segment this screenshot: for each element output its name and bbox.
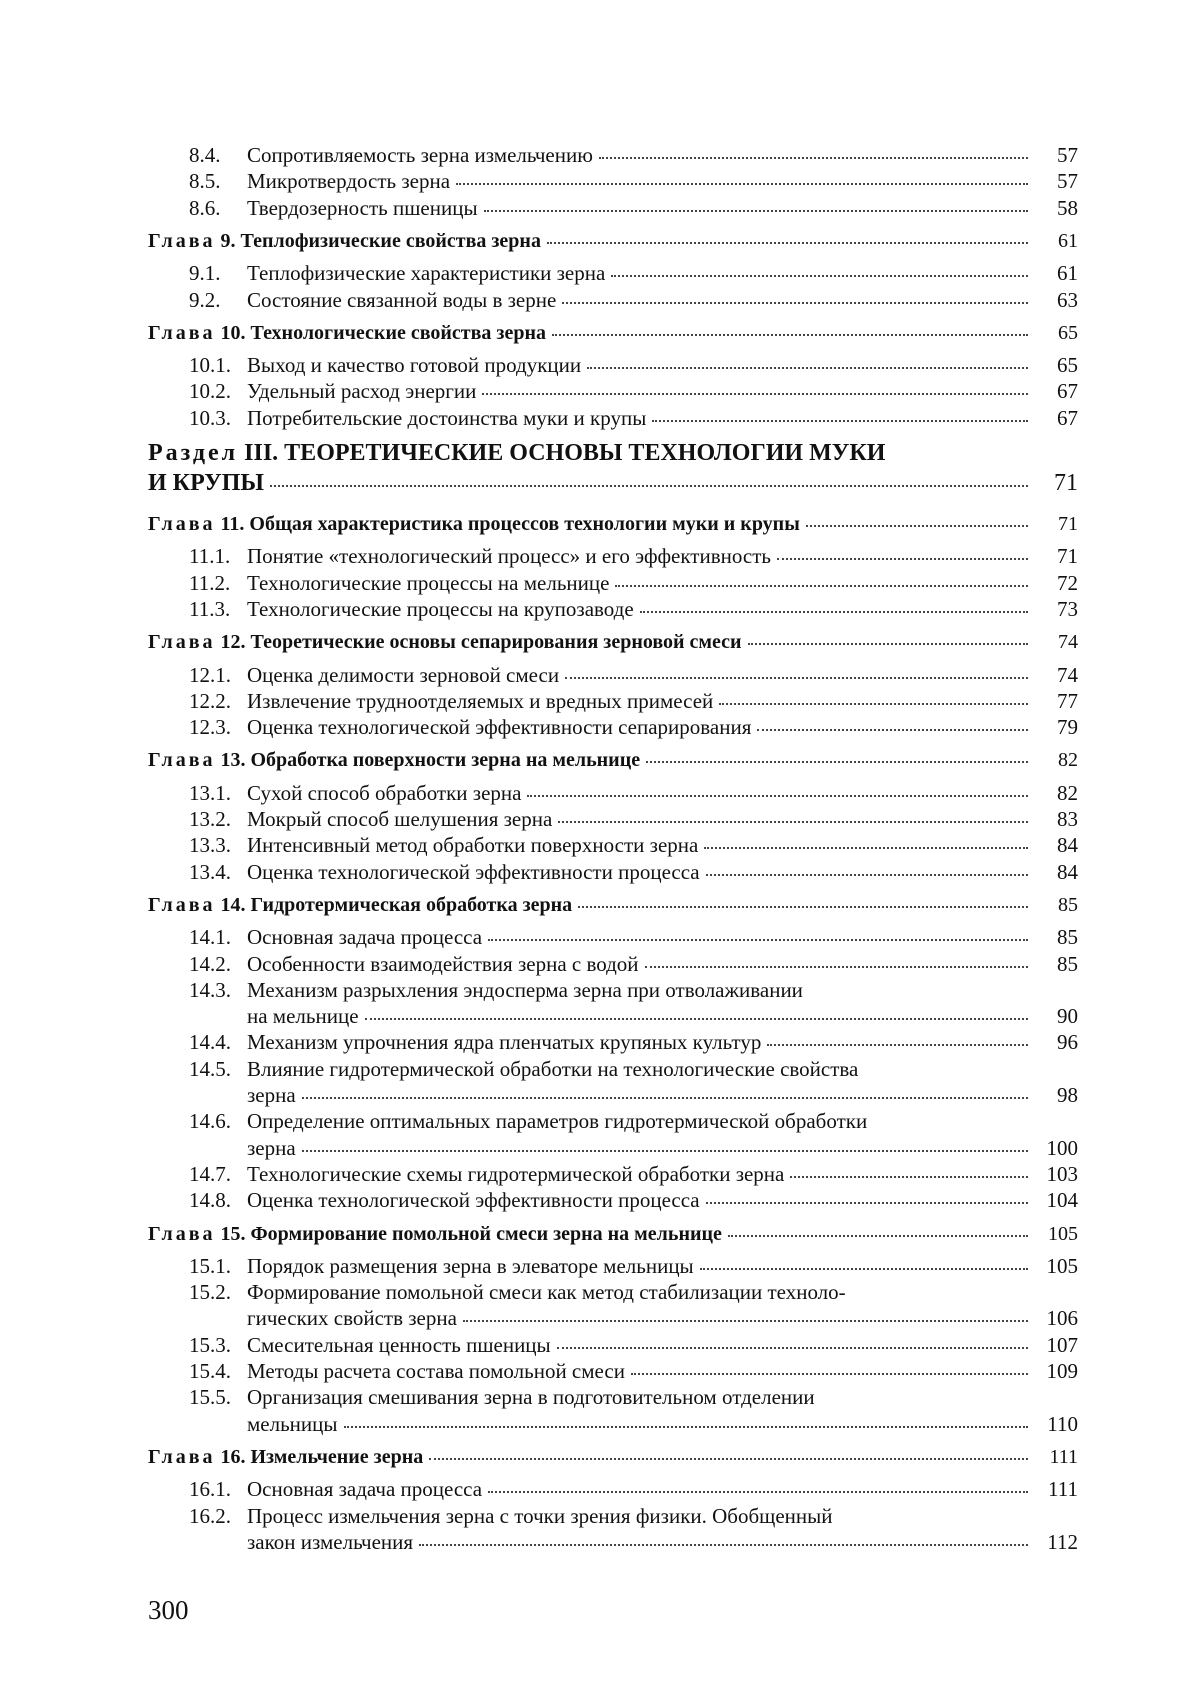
dot-leader: [777, 558, 1028, 560]
dot-leader: [700, 1268, 1028, 1270]
page-ref: 63: [1057, 287, 1078, 312]
entry-number: 9.1.: [189, 261, 221, 286]
entry-title: Теоретические основы сепарирования зерновой смеси: [250, 631, 742, 654]
entry-number: 15.5.: [189, 1385, 231, 1410]
entry-title: Состояние связанной воды в зерне: [247, 287, 557, 312]
toc-entry[interactable]: [0, 169, 1078, 193]
chapter-entry[interactable]: [0, 630, 1078, 654]
page-ref: 58: [1057, 195, 1078, 220]
toc-entry[interactable]: [0, 1477, 1078, 1501]
toc-entry[interactable]: [0, 781, 1078, 805]
entry-number: 9.2.: [189, 287, 221, 312]
dot-leader: [527, 795, 1028, 797]
entry-number: 10.1.: [189, 353, 231, 378]
dot-leader: [302, 1097, 1028, 1099]
dot-leader: [645, 966, 1028, 968]
toc-entry[interactable]: [0, 952, 1078, 976]
entry-title: Механизм упрочнения ядра пленчатых крупяных культур: [247, 1030, 762, 1055]
entry-title: Определение оптимальных параметров гидротермической обработки: [247, 1109, 868, 1134]
toc-entry[interactable]: [0, 196, 1078, 220]
toc-entry-continuation: [0, 469, 1078, 497]
page-ref: 111: [1049, 1445, 1078, 1468]
entry-number: 14.: [220, 893, 246, 916]
dot-leader: [767, 1044, 1028, 1046]
entry-number: 16.2.: [189, 1503, 231, 1528]
entry-title: Выход и качество готовой продукции: [247, 353, 582, 378]
dot-leader: [728, 1235, 1028, 1237]
dot-leader: [558, 821, 1028, 823]
page-ref: 103: [1046, 1161, 1078, 1186]
page-ref: 109: [1046, 1359, 1078, 1383]
entry-title: Потребительские достоинства муки и крупы: [247, 405, 647, 430]
dot-leader: [748, 643, 1028, 645]
entry-title-continuation: закон измельчения: [247, 1529, 414, 1554]
dot-leader: [706, 874, 1028, 876]
dot-leader: [482, 393, 1028, 395]
page-ref: 107: [1046, 1332, 1078, 1357]
dot-leader: [344, 1426, 1029, 1428]
entry-number: 15.4.: [189, 1359, 231, 1383]
chapter-entry[interactable]: [0, 1445, 1078, 1469]
dot-leader: [646, 761, 1028, 763]
entry-title: Оценка технологической эффективности процесса: [247, 859, 700, 884]
toc-entry[interactable]: [0, 1057, 1200, 1081]
toc-entry-continuation: [0, 1530, 1078, 1554]
page-ref: 110: [1047, 1411, 1078, 1436]
entry-title: Гидротермическая обработка зерна: [250, 893, 573, 916]
entry-title: Организация смешивания зерна в подготовительном отделении: [247, 1385, 815, 1410]
entry-title: Оценка технологической эффективности процесса: [247, 1188, 700, 1213]
dot-leader: [365, 1018, 1028, 1020]
chapter-label: Глава: [148, 513, 216, 535]
entry-number: 14.1.: [189, 925, 231, 950]
toc-entry[interactable]: [0, 663, 1078, 687]
page-ref: 111: [1048, 1477, 1078, 1502]
chapter-entry[interactable]: [0, 748, 1078, 772]
entry-title: Технологические свойства зерна: [250, 321, 546, 344]
entry-title: Общая характеристика процессов технологии муки и крупы: [249, 513, 800, 535]
dot-leader: [484, 210, 1028, 212]
dot-leader: [557, 1347, 1028, 1349]
page-ref: 84: [1057, 859, 1078, 884]
dot-leader: [270, 485, 1028, 487]
toc-entry[interactable]: [0, 715, 1078, 739]
dot-leader: [565, 677, 1028, 679]
entry-number: 11.3.: [189, 596, 231, 621]
toc-entry[interactable]: [0, 597, 1078, 621]
page-ref: 85: [1058, 893, 1078, 916]
entry-number: 14.8.: [189, 1188, 231, 1213]
entry-number: 8.5.: [189, 169, 221, 194]
entry-title: Смесительная ценность пшеницы: [247, 1332, 551, 1357]
toc-entry[interactable]: [0, 1333, 1078, 1357]
dot-leader: [419, 1544, 1028, 1546]
dot-leader: [615, 585, 1028, 587]
toc-entry-continuation: [0, 1136, 1078, 1160]
page-ref: 61: [1057, 261, 1078, 286]
dot-leader: [562, 302, 1028, 304]
entry-title: Оценка делимости зерновой смеси: [247, 662, 560, 687]
entry-number: 13.3.: [189, 833, 231, 858]
entry-number: 11.: [220, 513, 245, 535]
page-ref: 105: [1046, 1253, 1078, 1278]
dot-leader: [488, 1491, 1028, 1493]
entry-number: III.: [244, 440, 279, 466]
page-ref: 57: [1057, 143, 1078, 167]
entry-title-continuation: мельницы: [247, 1411, 338, 1436]
chapter-entry[interactable]: [0, 229, 1078, 253]
entry-number: 14.6.: [189, 1109, 231, 1134]
toc-entry[interactable]: [0, 288, 1078, 312]
dot-leader: [706, 1202, 1028, 1204]
page-ref: 79: [1057, 715, 1078, 740]
entry-number: 14.5.: [189, 1056, 231, 1081]
entry-title: Технологические схемы гидротермической обработки зерна: [247, 1161, 785, 1186]
dot-leader: [631, 1373, 1028, 1375]
chapter-label: Глава: [148, 229, 216, 252]
entry-title: Технологические процессы на крупозаводе: [247, 596, 634, 621]
chapter-entry[interactable]: [0, 893, 1078, 917]
entry-title: Микротвердость зерна: [247, 169, 451, 194]
toc-entry[interactable]: [0, 1162, 1078, 1186]
toc-entry[interactable]: [0, 379, 1078, 403]
entry-title-continuation: гических свойств зерна: [247, 1306, 457, 1331]
dot-leader: [757, 729, 1028, 731]
dot-leader: [790, 1176, 1028, 1178]
toc-entry[interactable]: [0, 860, 1078, 884]
entry-number: 10.: [220, 321, 246, 344]
page-ref: 74: [1058, 631, 1078, 654]
entry-title: Формирование помольной смеси зерна на мельнице: [250, 1222, 722, 1245]
entry-title: Оценка технологической эффективности сепарирования: [247, 715, 752, 740]
page-number: 300: [148, 1595, 189, 1625]
chapter-label: Глава: [148, 631, 216, 654]
toc-entry[interactable]: [0, 833, 1078, 857]
entry-number: 12.2.: [189, 688, 231, 713]
entry-title: Технологические процессы на мельнице: [247, 570, 610, 595]
entry-title: Интенсивный метод обработки поверхности зерна: [247, 833, 699, 858]
dot-leader: [652, 420, 1028, 422]
entry-number: 8.6.: [189, 195, 221, 220]
entry-number: 13.1.: [189, 780, 231, 805]
entry-number: 13.: [220, 749, 246, 772]
entry-title: Сухой способ обработки зерна: [247, 780, 522, 805]
page-ref: 84: [1057, 833, 1078, 858]
entry-number: 15.3.: [189, 1332, 231, 1357]
toc-entry[interactable]: [0, 978, 1200, 1002]
section-entry[interactable]: [0, 439, 1200, 467]
page-ref: 98: [1057, 1083, 1078, 1107]
dot-leader: [547, 242, 1028, 244]
entry-number: 13.4.: [189, 859, 231, 884]
entry-number: 16.: [220, 1445, 246, 1468]
entry-number: 12.3.: [189, 715, 231, 740]
chapter-label: Глава: [148, 1445, 216, 1468]
dot-leader: [806, 525, 1028, 527]
chapter-label: Глава: [148, 893, 216, 916]
toc-entry[interactable]: [0, 544, 1078, 568]
page-ref: 71: [1054, 470, 1078, 496]
page-ref: 67: [1057, 379, 1078, 404]
entry-title-continuation: зерна: [247, 1083, 296, 1107]
page-ref: 106: [1046, 1306, 1078, 1331]
dot-leader: [640, 611, 1028, 613]
page-ref: 71: [1058, 513, 1078, 535]
dot-leader: [488, 939, 1028, 941]
entry-number: 14.7.: [189, 1161, 231, 1186]
page-ref: 74: [1057, 662, 1078, 687]
entry-number: 10.3.: [189, 405, 231, 430]
toc-entry-continuation: [0, 1412, 1078, 1436]
entry-number: 8.4.: [189, 143, 221, 167]
dot-leader: [719, 703, 1028, 705]
toc-entry[interactable]: [0, 1188, 1078, 1212]
page-ref: 73: [1057, 596, 1078, 621]
toc-entry[interactable]: [0, 1504, 1200, 1528]
page-ref: 65: [1057, 353, 1078, 378]
entry-title: Понятие «технологический процесс» и его эффективность: [247, 544, 771, 569]
dot-leader: [704, 847, 1028, 849]
entry-number: 14.2.: [189, 951, 231, 976]
entry-title: Сопротивляемость зерна измельчению: [247, 143, 593, 167]
toc-entry[interactable]: [0, 1030, 1078, 1054]
page-ref: 105: [1048, 1222, 1078, 1245]
entry-number: 16.1.: [189, 1477, 231, 1502]
toc-entry[interactable]: [0, 807, 1078, 831]
chapter-label: Глава: [148, 749, 216, 772]
entry-number: 12.1.: [189, 662, 231, 687]
entry-number: 15.1.: [189, 1253, 231, 1278]
entry-number: 13.2.: [189, 807, 231, 831]
page-ref: 82: [1057, 780, 1078, 805]
chapter-label: Глава: [148, 1222, 216, 1245]
entry-title: Механизм разрыхления эндосперма зерна при отволаживании: [247, 977, 803, 1002]
toc-entry[interactable]: [0, 1385, 1200, 1409]
page-ref: 65: [1058, 321, 1078, 344]
entry-title-continuation: зерна: [247, 1135, 296, 1160]
entry-title: Измельчение зерна: [250, 1445, 424, 1468]
entry-number: 9.: [220, 229, 236, 252]
entry-title-continuation: на мельнице: [247, 1004, 359, 1029]
page-ref: 104: [1046, 1188, 1078, 1213]
dot-leader: [611, 275, 1028, 277]
entry-title: Основная задача процесса: [247, 925, 483, 950]
dot-leader: [456, 183, 1028, 185]
dot-leader: [552, 334, 1028, 336]
page-ref: 67: [1057, 405, 1078, 430]
entry-title: ТЕОРЕТИЧЕСКИЕ ОСНОВЫ ТЕХНОЛОГИИ МУКИ: [284, 440, 886, 466]
toc-entry-continuation: [0, 1306, 1078, 1330]
toc-entry[interactable]: [0, 353, 1078, 377]
page-ref: 61: [1058, 229, 1078, 252]
entry-title: Мокрый способ шелушения зерна: [247, 807, 553, 831]
entry-number: 10.2.: [189, 379, 231, 404]
toc-entry[interactable]: [0, 1254, 1078, 1278]
toc-entry[interactable]: [0, 1280, 1200, 1304]
entry-title: Удельный расход энергии: [247, 379, 477, 404]
chapter-label: Глава: [148, 321, 216, 344]
entry-title: Обработка поверхности зерна на мельнице: [250, 749, 641, 772]
toc-entry[interactable]: [0, 925, 1078, 949]
chapter-entry[interactable]: [0, 512, 1078, 536]
entry-number: 12.: [220, 631, 246, 654]
entry-number: 11.2.: [189, 570, 231, 595]
toc-entry[interactable]: [0, 143, 1078, 167]
entry-title: Влияние гидротермической обработки на технологические свойства: [247, 1056, 859, 1081]
toc-entry[interactable]: [0, 689, 1078, 713]
entry-number: 15.2.: [189, 1280, 231, 1305]
page-ref: 90: [1057, 1004, 1078, 1029]
entry-title: Твердозерность пшеницы: [247, 195, 478, 220]
entry-title: Теплофизические характеристики зерна: [247, 261, 606, 286]
chapter-entry[interactable]: [0, 321, 1078, 345]
entry-title: Методы расчета состава помольной смеси: [247, 1359, 625, 1383]
dot-leader: [599, 157, 1028, 159]
dot-leader: [587, 367, 1028, 369]
page-ref: 83: [1057, 807, 1078, 831]
entry-number: 11.1.: [189, 544, 231, 569]
dot-leader: [578, 906, 1028, 908]
entry-title: Формирование помольной смеси как метод стабилизации техноло-: [247, 1280, 846, 1305]
entry-number: 15.: [220, 1222, 246, 1245]
page-ref: 57: [1057, 169, 1078, 194]
entry-title: Извлечение трудноотделяемых и вредных примесей: [247, 688, 714, 713]
toc-entry-continuation: [0, 1083, 1078, 1107]
page-ref: 77: [1057, 688, 1078, 713]
page-ref: 71: [1057, 544, 1078, 569]
entry-number: 14.3.: [189, 977, 231, 1002]
toc-entry[interactable]: [0, 571, 1078, 595]
entry-title: Основная задача процесса: [247, 1477, 483, 1502]
entry-title: Теплофизические свойства зерна: [240, 229, 541, 252]
toc-entry[interactable]: [0, 261, 1078, 285]
page-ref: 100: [1046, 1135, 1078, 1160]
entry-number: 14.4.: [189, 1030, 231, 1055]
toc-entry[interactable]: [0, 1359, 1078, 1383]
page-ref: 85: [1057, 925, 1078, 950]
toc-entry-continuation: [0, 1004, 1078, 1028]
toc-entry[interactable]: [0, 406, 1078, 430]
page-ref: 72: [1057, 570, 1078, 595]
page-ref: 82: [1058, 749, 1078, 772]
entry-title: Процесс измельчения зерна с точки зрения физики. Обобщенный: [247, 1503, 833, 1528]
dot-leader: [429, 1458, 1028, 1460]
dot-leader: [463, 1320, 1028, 1322]
page-ref: 85: [1057, 951, 1078, 976]
section-label: Раздел: [148, 440, 239, 466]
entry-title-continuation: И КРУПЫ: [148, 470, 264, 496]
entry-title: Особенности взаимодействия зерна с водой: [247, 951, 639, 976]
page-ref: 96: [1057, 1030, 1078, 1055]
chapter-entry[interactable]: [0, 1222, 1078, 1246]
entry-title: Порядок размещения зерна в элеваторе мельницы: [247, 1253, 694, 1278]
page-ref: 112: [1047, 1529, 1078, 1554]
dot-leader: [302, 1150, 1028, 1152]
toc-entry[interactable]: [0, 1109, 1200, 1133]
